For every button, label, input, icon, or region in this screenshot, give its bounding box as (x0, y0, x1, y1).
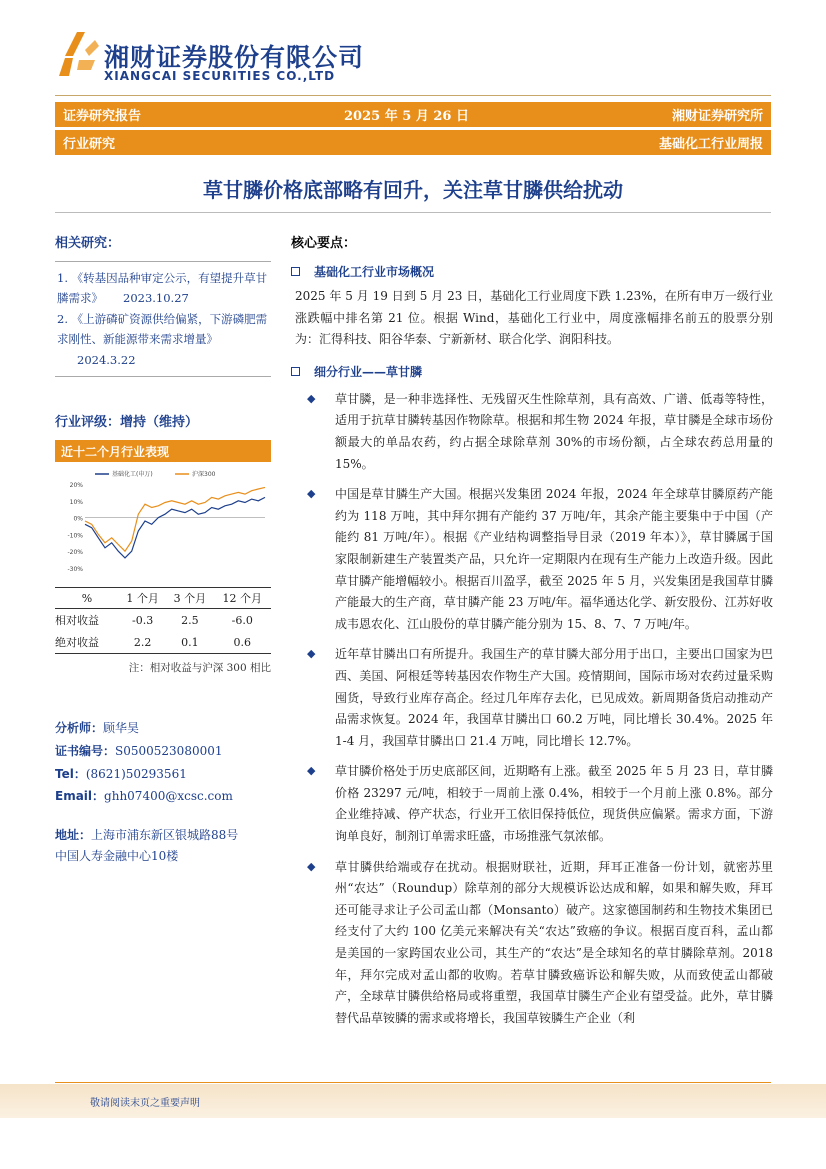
research-type: 行业研究 (63, 137, 116, 152)
report-category-bar (55, 130, 771, 155)
performance-chart (55, 468, 271, 576)
bullet-point: ◆ 草甘膦供给端或存在扰动。根据财联社，近期，拜耳正准备一份计划，就密苏里州“农达”（Roundup）除草剂的部分大规模诉讼达成和解，如果和解失败，拜耳还可能寻求让子公司孟山都（Monsanto）破产。这家德国制药和生物技术集团已经支付了大约 100 亿美元来解决有关“农达”致癌的争议。根据百度百科，孟山都是美国的一家跨国农业公司，其生产的“农达”是全球知名的草甘膦除草剂。2018 年，拜尔完成对孟山都的收购。若草甘膦致癌诉讼和解失败，从而致使孟山都破产，全球草甘膦供给格局或将重塑，我国草甘膦生产企业有望受益。此外，草甘膦替代品草铵膦的需求或将增长，我国草铵膦生产企业（利 (291, 857, 773, 1030)
footer-divider (55, 1082, 771, 1083)
related-research-list (55, 261, 271, 377)
table-header-row: % 1 个月 3 个月 12 个月 (55, 588, 271, 609)
table-note: 注：相对收益与沪深 300 相比 (128, 662, 271, 675)
legend-label: 沪深300 (192, 471, 216, 479)
footer (0, 1084, 826, 1118)
diamond-bullet-icon: ◆ (307, 647, 316, 661)
report-info-bar (55, 102, 771, 127)
bullet-point: ◆ 草甘膦价格处于历史底部区间，近期略有上涨。截至 2025 年 5 月 23 日，草甘膦价格 23297 元/吨，相较于一周前上涨 0.4%，相较于一个月前上涨 0.8%。部分企业维持减、停产状态，行业开工依旧保持低位，现货供应偏紧。需求方面，下游询单良好，制剂订单需求旺盛，市场推涨气氛浓郁。 (291, 761, 773, 847)
y-tick-label: 0% (73, 515, 83, 523)
analyst-cert: S0500523080001 (115, 743, 223, 758)
performance-table (55, 587, 271, 654)
checkbox-square-icon (291, 267, 300, 276)
performance-heading: 近十二个月行业表现 (55, 440, 271, 462)
bullet-point: ◆ 草甘膦，是一种非选择性、无残留灭生性除草剂，具有高效、广谱、低毒等特性，适用于抗草甘膦转基因作物除草。根据和邦生物 2024 年报，草甘膦是全球市场份额最大的单品农药，约占据全球除草剂 30%的市场份额，占全球农药总用量的 15%。 (291, 389, 773, 475)
analyst-tel: (8621)50293561 (85, 766, 187, 781)
address: 地址：上海市浦东新区银城路88号 中国人寿金融中心10楼 (55, 828, 239, 863)
diamond-bullet-icon: ◆ (307, 764, 316, 778)
related-research-item[interactable]: 2. 《上游磷矿资源供给偏紧，下游磷肥需求刚性、新能源带来需求增量》2024.3.22 (57, 311, 268, 367)
core-points-heading: 核心要点： (291, 236, 357, 251)
y-tick-label: -30% (67, 566, 83, 574)
related-research-heading: 相关研究： (55, 236, 121, 251)
company-logo-icon (55, 30, 103, 78)
table-row: 相对收益 -0.3 2.5 -6.0 (55, 613, 253, 628)
diamond-bullet-icon: ◆ (307, 487, 316, 501)
diamond-bullet-icon: ◆ (307, 859, 316, 873)
section-market-overview: 基础化工行业市场概况 (291, 263, 773, 280)
report-date: 2025 年 5 月 26 日 (344, 109, 469, 124)
legend-label: 基础化工(申万) (112, 471, 153, 479)
series-line-1 (85, 488, 265, 552)
institute-name: 湘财证券研究所 (671, 109, 763, 124)
y-tick-label: 20% (69, 482, 83, 490)
analyst-name: 顾华昊 (103, 721, 140, 735)
y-tick-label: -20% (67, 549, 83, 557)
title-divider (55, 212, 771, 213)
diamond-bullet-icon: ◆ (307, 391, 316, 405)
y-tick-label: -10% (67, 532, 83, 540)
report-series: 基础化工行业周报 (658, 137, 763, 152)
company-name-en: XIANGCAI SECURITIES CO.,LTD (104, 69, 336, 83)
section-glyphosate: 细分行业——草甘膦 (291, 363, 773, 380)
bullet-point: ◆ 近年草甘膦出口有所提升。我国生产的草甘膦大部分用于出口，主要出口国家为巴西、美国、阿根廷等转基因农作物生产大国。疫情期间，国际市场对农药过量采购囤货，导致行业库存高企。经过几年库存去化，已见成效。新周期备货启动推动产品需求恢复。2024 年，我国草甘膦出口 60.2 万吨，同比增长 30.4%。2025 年 1-4 月，我国草甘膦出口 21.4 万吨，同比增长 12.7%。 (291, 644, 773, 752)
market-overview-paragraph: 2025 年 5 月 19 日到 5 月 23 日，基础化工行业周度下跌 1.23%，在所有申万一级行业涨跌幅中排名第 21 位。根据 Wind，基础化工行业中，周度涨幅排名前五的股票分别为：汇得科技、阳谷华泰、宁新新材、联合化学、润阳科技。 (295, 289, 773, 347)
table-row: 绝对收益 2.2 0.1 0.6 (55, 631, 271, 654)
header-divider (55, 95, 771, 96)
disclaimer-notice[interactable]: 敬请阅读末页之重要声明 (90, 1098, 200, 1109)
related-research-item[interactable]: 1. 《转基因品种审定公示，有望提升草甘膦需求》 2023.10.27 (57, 271, 268, 306)
analyst-email[interactable]: ghh07400@xcsc.com (104, 789, 233, 804)
bullet-point: ◆ 中国是草甘膦生产大国。根据兴发集团 2024 年报，2024 年全球草甘膦原药产能约为 118 万吨，其中拜尔拥有产能约 37 万吨/年，其余产能主要集中于中国（产能约 81 万吨/年）。根据《产业结构调整指导目录（2019 年本）》，草甘膦属于国家限制新建生产装置类产品，只允许一定期限内在现有生产能力上改造升级。因此草甘膦产能增幅较小。根据百川盈孚，截至 2025 年 5 月，兴发集团是我国草甘膦产能最大的生产商，草甘膦产能 23 万吨/年。福华通达化学、新安股份、江苏好收成韦恩农化、江山股份的草甘膦产能分别为 15、8、7、7 万吨/年。 (291, 484, 773, 635)
right-column (291, 232, 773, 1029)
industry-rating: 行业评级：增持（维持） (55, 415, 199, 431)
y-tick-label: 10% (69, 499, 83, 507)
checkbox-square-icon (291, 367, 300, 376)
analyst-info: 分析师：顾华昊 证书编号：S0500523080001 Tel：(8621)50293561 Email：ghh07400@xcsc.com (55, 721, 233, 804)
report-type: 证券研究报告 (63, 109, 142, 124)
report-title: 草甘膦价格底部略有回升，关注草甘膦供给扰动 (203, 178, 623, 202)
left-column (55, 232, 271, 675)
series-line-0 (85, 498, 265, 559)
company-name-cn: 湘财证券股份有限公司 (104, 43, 365, 72)
